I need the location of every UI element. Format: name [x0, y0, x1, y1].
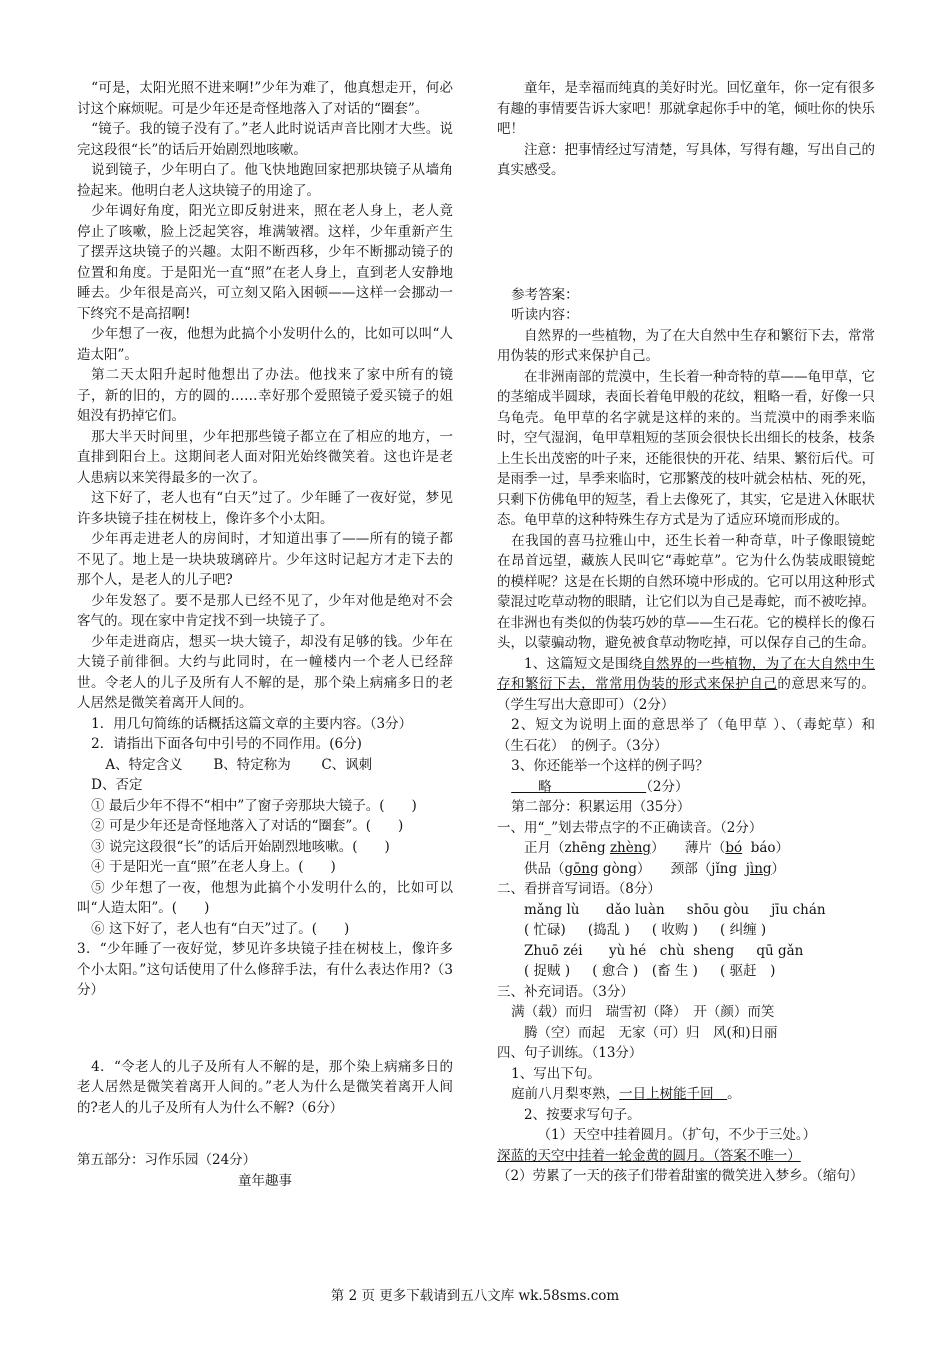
question-4: 4．“令老人的儿子及所有人不解的是，那个染上病痛多日的老人居然是微笑着离开人间的。”老人为什么是微笑着离开人间的?老人的儿子及所有人为什么不解?（6分）	[77, 1058, 453, 1116]
listening-heading: 听读内容：	[511, 307, 579, 323]
word-row: ( 忙碌) (捣乱 ) ( 收购 ) ( 纠缠 )	[524, 922, 767, 938]
question-3: 3．“少年睡了一夜好觉，梦见许多块镜子挂在树枝上，像许多个小太阳。”这句话使用了什么修辞手法，有什么表达作用?（3分）	[77, 941, 453, 998]
story-paragraph: 那大半天时间里，少年把那些镜子都立在了相应的地方，一直排到阳台上。这期间老人面对阳光始终微笑着。这也许是老人患病以来笑得最多的一次了。	[77, 428, 453, 486]
section-1-line	[497, 859, 875, 880]
answer-3-line	[497, 777, 875, 798]
option-a: A、特定含义	[105, 756, 183, 773]
essay-title: 童年趣事	[238, 1172, 292, 1189]
question-2-item: ③ 说完这段很“长”的话后开始剧烈地咳嗽。( )	[91, 838, 390, 855]
pinyin-text: ） 薄片（	[651, 840, 726, 856]
section-4-1: 1、写出下句。	[511, 1065, 601, 1082]
pinyin-text: 供品（	[524, 860, 565, 877]
answer-space	[77, 1001, 453, 1057]
answer-1	[497, 654, 875, 716]
listening-paragraph: 在非洲南部的荒漠中，生长着一种奇特的草——龟甲草，它的茎缩成半圆球，表面长着龟甲般的花纹，粗略一看，好像一只乌龟壳。龟甲草的名字就是这样的来的。当荒漠中的雨季来临时，空气湿润，龟甲草粗短的茎顶会很快长出细长的枝条，枝条上生长出茂密的叶子来，还能很快的开花、结果、繁衍后代。可是雨季一过，旱季来临时，它那繁茂的枝叶就会枯枯、死的死，只剩下仿佛龟甲的短茎，看上去像死了，其实，它是进入休眠状态。龟甲草的这种特殊生存方式是为了适应环境而形成的。	[497, 368, 875, 528]
answer-1-prefix: 1、这篇短文是围绕	[524, 655, 643, 672]
pinyin-row: mǎng lù dǎo luàn shōu gòu jīu chán	[524, 901, 826, 918]
question-2: 2．请指出下面各句中引号的不同作用。(6分)	[91, 736, 362, 752]
section-3-heading: 三、补充词语。（3分）	[497, 983, 634, 1000]
listening-paragraph: 自然界的一些植物，为了在大自然中生存和繁衍下去，常常用伪装的形式来保护自己。	[497, 327, 875, 364]
page-footer: 第 2 页 更多下载请到五八文库 wk.58sms.com	[330, 1288, 620, 1304]
section-1-heading: 一、用“_”划去带点字的不正确读音。（2分）	[497, 819, 763, 836]
poem-end: 。	[727, 1086, 741, 1102]
pinyin-crossed: zhèng	[609, 840, 652, 856]
answer-3: 3、你还能举一个这样的例子吗？	[511, 758, 709, 774]
word-row: ( 捉贼 ) ( 愈合 ) (畜 生 ) ( 驱赶 )	[524, 963, 776, 979]
pinyin-text: ）	[771, 860, 786, 877]
pinyin-text: 正月（zhēng	[524, 840, 610, 856]
essay-note: 注意：把事情经过写清楚，写具体，写得有趣，写出自己的真实感受。	[497, 141, 875, 178]
option-d: D、否定	[91, 777, 143, 793]
section-4-2-2: （2）劳累了一天的孩子们带着甜蜜的微笑进入梦乡。（缩句）	[497, 1168, 864, 1184]
story-paragraph: 这下好了，老人也有“白天”过了。少年睡了一夜好觉，梦见许多块镜子挂在树枝上，像许多个小太阳。	[77, 490, 453, 527]
answer-1-underlined: 自然界的一些植物，为了在大自然中生存和繁衍下去，常常用伪装的形式来保护自己	[497, 655, 875, 692]
right-column	[497, 78, 875, 1187]
idiom-row: 满（载）而归 瑞雪初（降） 开（颜）而笑	[511, 1004, 775, 1020]
poem-answer: 一日上树能千回	[619, 1086, 728, 1102]
option-c: C、讽刺	[321, 756, 373, 773]
story-paragraph: 少年调好角度，阳光立即反射进来，照在老人身上，老人竟停止了咳嗽，脸上泛起笑容，堆满皱褶。这样，少年重新产生了摆弄这块镜子的兴趣。太阳不断西移，少年不断挪动镜子的位置和角度。于是阳光一直“照”在老人身上，直到老人安静地睡去。少年很是高兴，可立刻又陷入困顿——这样一会挪动一下终究不是高招啊!	[77, 203, 453, 322]
section-4-heading: 四、句子训练。（13分）	[497, 1045, 643, 1061]
question-2-item: ④ 于是阳光一直“照”在老人身上。( )	[91, 859, 336, 875]
section-2-heading: 二、看拼音写词语。（8分）	[497, 881, 661, 897]
story-paragraph: 第二天太阳升起时他想出了办法。他找来了家中所有的镜子，新的旧的，方的圆的……幸好那个爱照镜子爱买镜子的姐姐没有扔掉它们。	[77, 367, 453, 424]
question-2-options	[77, 755, 453, 796]
story-paragraph: 少年想了一夜，他想为此搞个小发明什么的，比如可以叫“人造太阳”。	[77, 326, 453, 363]
idiom-row: 腾（空）而起 无家（可）归 风(和)日丽	[524, 1024, 778, 1041]
section-1-line	[497, 838, 875, 859]
pinyin-text: báo）	[742, 840, 790, 856]
question-2-item: ⑤ 少年想了一夜，他想为此搞个小发明什么的，比如可以叫“人造太阳”。( )	[77, 879, 453, 916]
pinyin-crossed: jìng	[745, 860, 772, 877]
essay-prompt: 童年，是幸福而纯真的美好时光。回忆童年，你一定有很多有趣的事情要告诉大家吧！那就拿起你手中的笔，倾吐你的快乐吧！	[497, 80, 875, 137]
story-paragraph: 少年发怒了。要不是那人已经不见了，少年对他是绝对不会客气的。现在家中肯定找不到一块镜子了。	[77, 592, 453, 629]
section-4-2-1-answer	[497, 1146, 875, 1167]
option-b: B、特定称为	[213, 756, 291, 773]
left-column	[77, 78, 453, 1191]
pinyin-text: gòng） 颈部（jǐng	[598, 860, 746, 877]
answer-space	[77, 1118, 453, 1150]
listening-paragraph: 在我国的喜马拉雅山中，还生长着一种奇草，叶子像眼镜蛇在昂首远望，藏族人民叫它“毒蛇草”。它为什么伪装成眼镜蛇的模样呢？这是在长期的自然环境中形成的。它可以用这种形式蒙混过吃草动物的眼睛，让它们以为自己是毒蛇，而不被吃掉。在非洲也有类似的伪装巧妙的草——生石花。它的模样长的像石头，以蒙骗动物，避免被食草动物吃掉，可以保存自己的生命。	[497, 532, 875, 651]
blank-space	[497, 181, 875, 285]
answer-3-score: （2分）	[646, 778, 689, 795]
pinyin-row: Zhuō zéi yù hé chù sheng qū gǎn	[524, 942, 804, 959]
pinyin-crossed: gōng	[564, 860, 599, 877]
answer-2: 2、短文为说明上面的意思举了（龟甲草 ）、（毒蛇草）和（生石花） 的例子。（3分）	[497, 717, 875, 754]
question-2-item: ② 可是少年还是奇怪地落入了对话的“圈套”。( )	[91, 818, 404, 834]
section-4-2: 2、按要求写句子。	[524, 1106, 641, 1123]
story-paragraph: “可是，太阳光照不进来啊!”少年为难了，他真想走开，何必讨这个麻烦呢。可是少年还是奇怪地落入了对话的“圈套”。	[77, 80, 453, 117]
question-2-item: ⑥ 这下好了，老人也有“白天”过了。( )	[91, 920, 350, 937]
question-2-item: ① 最后少年不得不“相中”了窗子旁那块大镜子。( )	[91, 797, 417, 814]
answer-heading: 参考答案：	[511, 286, 579, 303]
answer-3-blank: 略	[511, 778, 647, 795]
part-2-heading: 第二部分：积累运用（35分）	[511, 799, 691, 815]
poem-line: 庭前八月梨枣熟，	[511, 1086, 620, 1102]
question-1: 1．用几句简练的话概括这篇文章的主要内容。（3分）	[91, 715, 413, 732]
story-paragraph: 少年走进商店，想买一块大镜子，却没有足够的钱。少年在大镜子前徘徊。大约与此同时，在一幢楼内一个老人已经辞世。令老人的儿子及所有人不解的是，那个染上病痛多日的老人居然是微笑着离开人间的。	[77, 633, 453, 711]
answer-1-suffix: 的意思来写的。（学生写出大意即可）（2分）	[497, 676, 876, 713]
part-5-heading: 第五部分：习作乐园（24分）	[77, 1152, 257, 1168]
pinyin-crossed: bó	[725, 840, 743, 856]
story-paragraph: “镜子。我的镜子没有了。”老人此时说话声音比刚才大些。说完这段很“长”的话后开始剧烈地咳嗽。	[77, 121, 453, 158]
section-4-2-1: （1）天空中挂着圆月。（扩句，不少于三处。）	[537, 1127, 817, 1143]
story-paragraph: 少年再走进老人的房间时，才知道出事了——所有的镜子都不见了。地上是一块块玻璃碎片。少年这时记起方才走下去的那个人，是老人的儿子吧?	[77, 531, 453, 588]
expanded-sentence: 深蓝的天空中挂着一轮金黄的圆月。（答案不唯一）	[497, 1147, 801, 1164]
story-paragraph: 说到镜子，少年明白了。他飞快地跑回家把那块镜子从墙角捡起来。他明白老人这块镜子的用途了。	[77, 162, 453, 199]
section-4-1-answer	[497, 1084, 875, 1105]
